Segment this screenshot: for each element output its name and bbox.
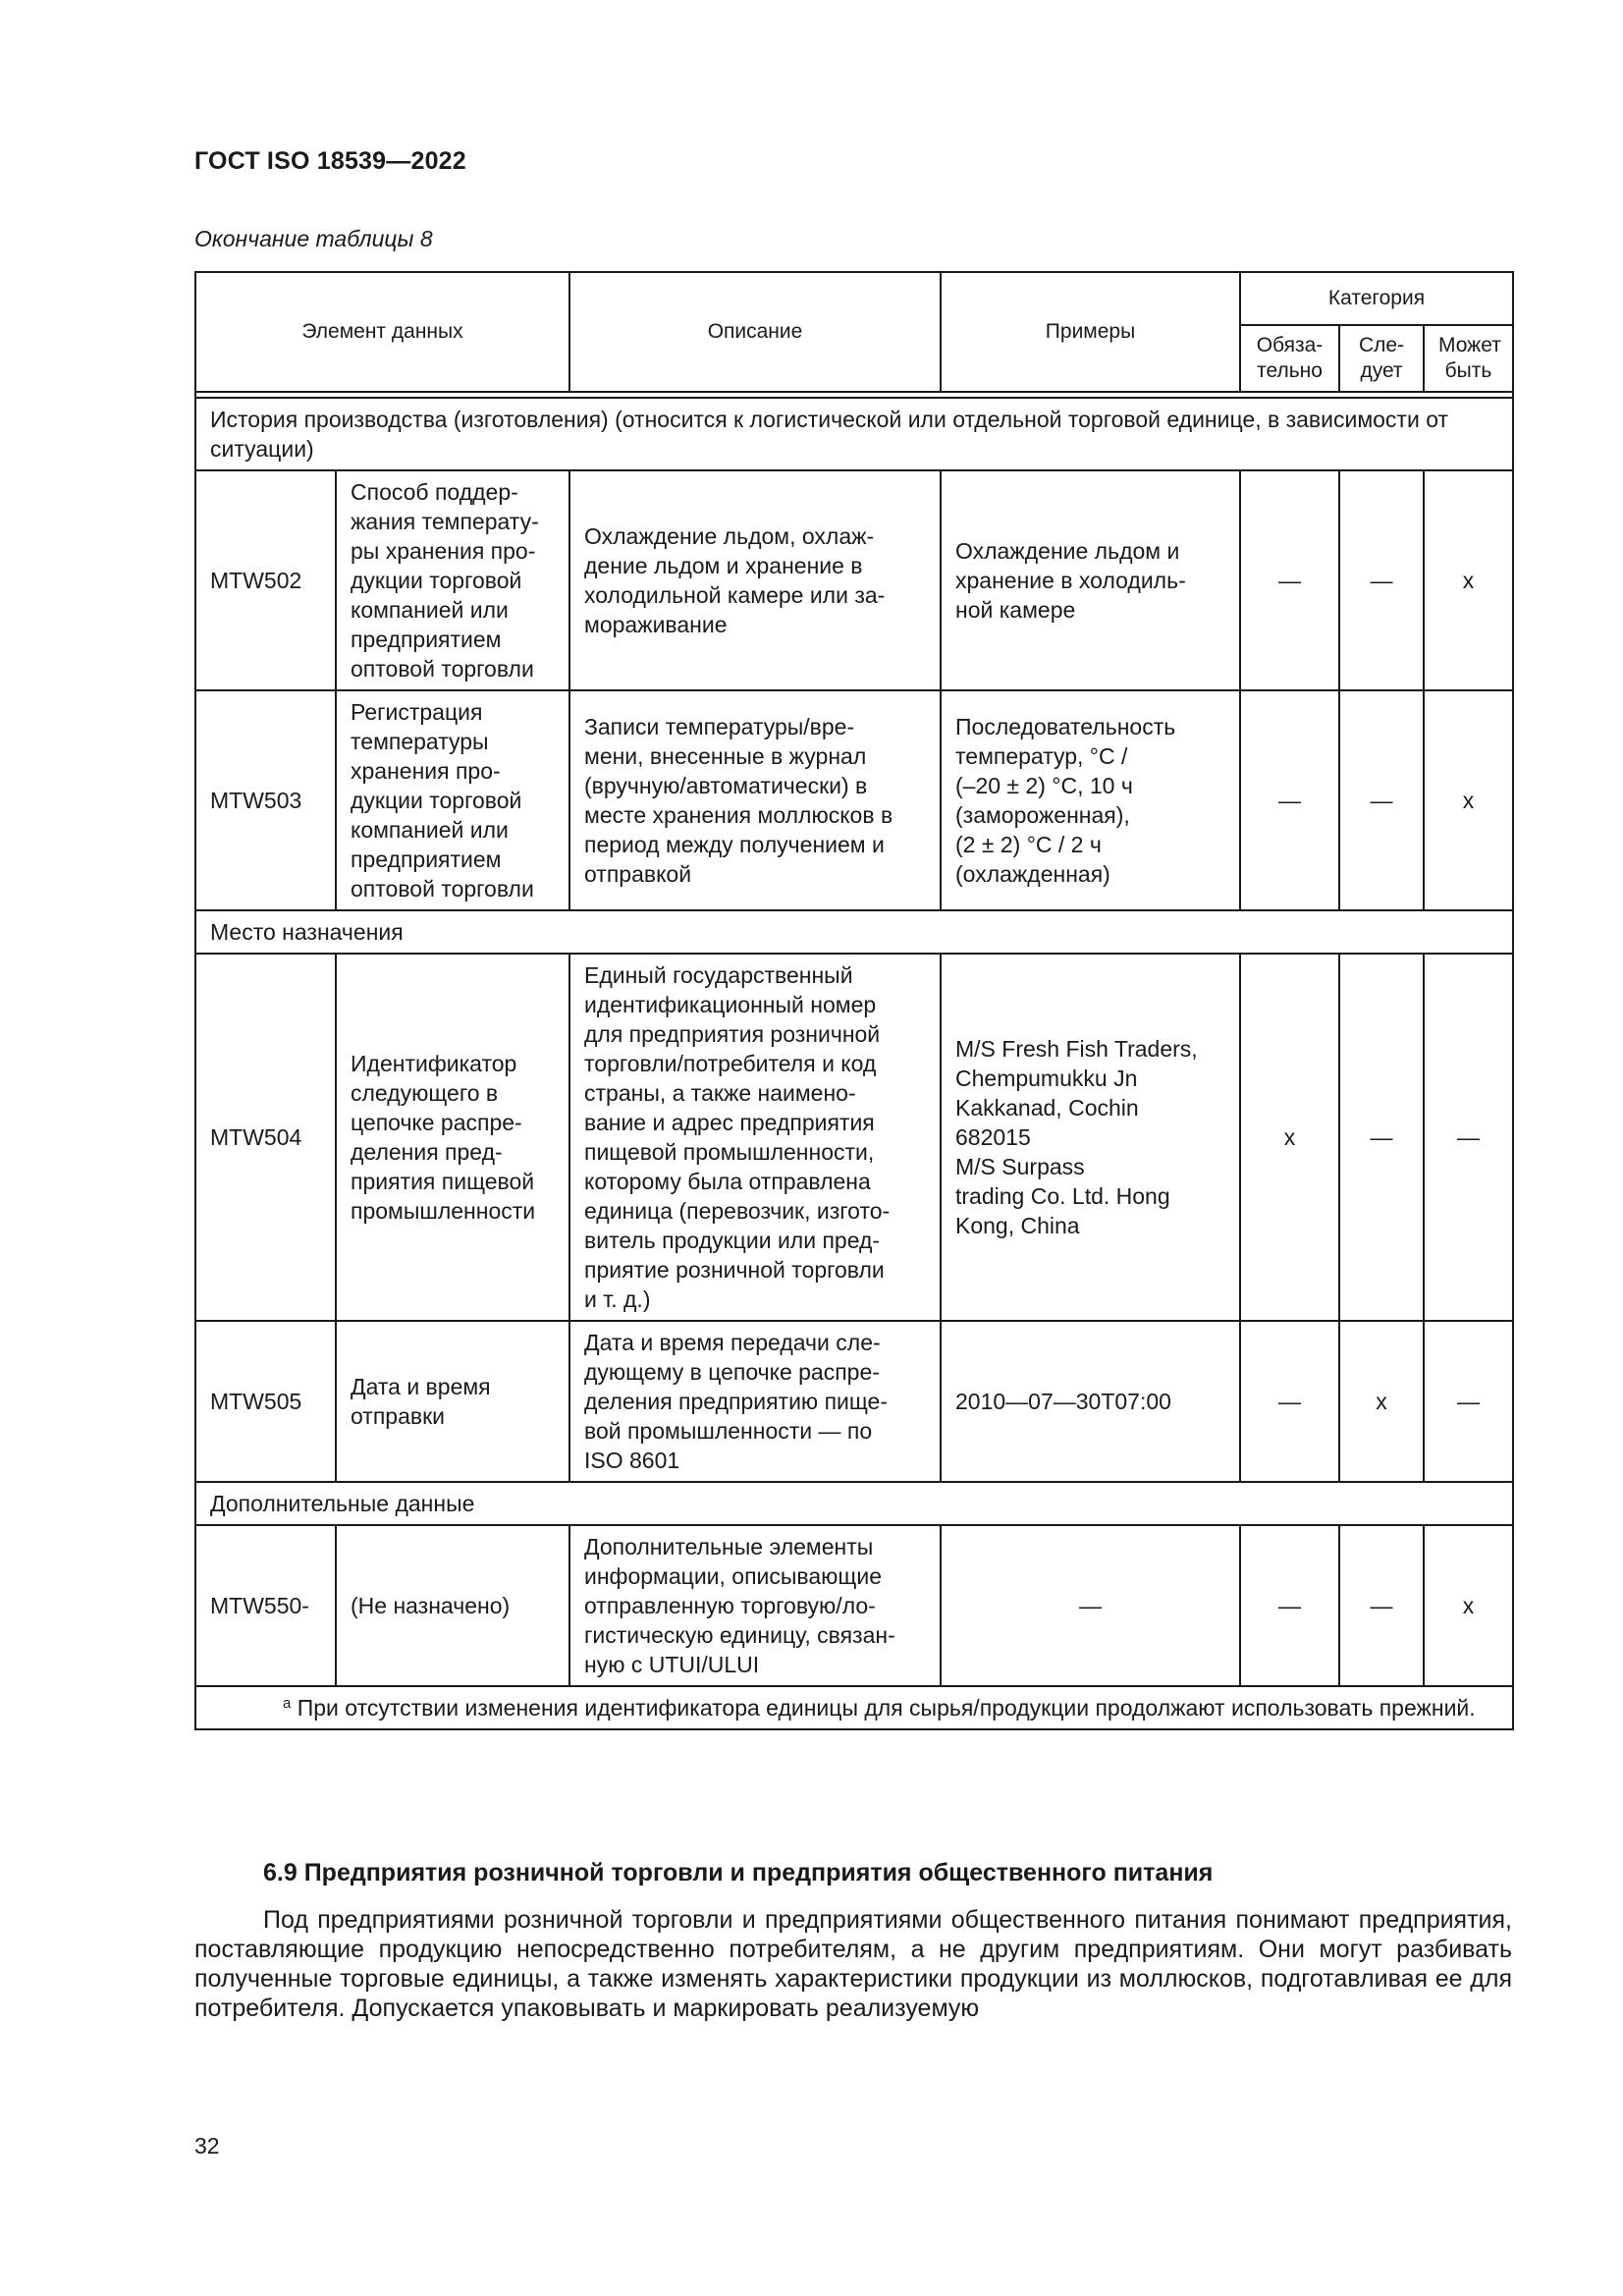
section-history: История производства (изготовления) (относится к логистической или отдельной торговой единице, в зависимости от ситуации)	[195, 398, 1513, 470]
page-number: 32	[194, 2133, 220, 2159]
data-elements-table	[194, 271, 1514, 1730]
row-mandatory: —	[1240, 690, 1339, 910]
row-should: —	[1339, 1525, 1424, 1686]
table-footnote	[195, 1686, 1513, 1729]
row-element: Дата и время отправки	[336, 1321, 569, 1482]
row-examples: —	[941, 1525, 1240, 1686]
row-mandatory: —	[1240, 1321, 1339, 1482]
row-code: MTW503	[195, 690, 336, 910]
header-category-should: Сле- дует	[1339, 325, 1424, 392]
section-additional: Дополнительные данные	[195, 1482, 1513, 1525]
table-row	[195, 690, 1513, 910]
row-code: MTW502	[195, 470, 336, 690]
row-description: Дата и время передачи сле- дующему в цепочке распре- деления предприятию пище- вой промышленности — по ISO 8601	[569, 1321, 941, 1482]
row-examples: Последовательность температур, °C / (–20 ± 2) °C, 10 ч (замороженная), (2 ± 2) °C / 2 ч (охлажденная)	[941, 690, 1240, 910]
table-row	[195, 1321, 1513, 1482]
row-examples: M/S Fresh Fish Traders, Chempumukku Jn Kakkanad, Cochin 682015 M/S Surpass trading Co. Ltd. Hong Kong, China	[941, 954, 1240, 1321]
header-category-may: Может быть	[1424, 325, 1513, 392]
section-destination: Место назначения	[195, 910, 1513, 954]
row-mandatory: x	[1240, 954, 1339, 1321]
header-element: Элемент данных	[195, 272, 569, 392]
row-should: —	[1339, 470, 1424, 690]
header-category-mandatory: Обяза- тельно	[1240, 325, 1339, 392]
row-should: —	[1339, 690, 1424, 910]
body-paragraph: Под предприятиями розничной торговли и предприятиями общественного питания понимают предприятия, поставляющие продукцию непосредственно потребителям, а не другим предприятиям. Они могут разбивать полученные торговые единицы, а также изменять характеристики продукции из моллюсков, подготавливая ее для потребителя. Допускается упаковывать и маркировать реализуемую	[194, 1906, 1512, 2022]
row-element: Способ поддер- жания температу- ры хранения про- дукции торговой компанией или предприятием оптовой торговли	[336, 470, 569, 690]
row-may: x	[1424, 690, 1513, 910]
row-should: —	[1339, 954, 1424, 1321]
row-may: x	[1424, 1525, 1513, 1686]
row-code: MTW550-	[195, 1525, 336, 1686]
row-description: Дополнительные элементы информации, описывающие отправленную торговую/ло- гистическую единицу, связан- ную с UTUI/ULUI	[569, 1525, 941, 1686]
table-caption: Окончание таблицы 8	[194, 226, 433, 251]
row-element: Идентификатор следующего в цепочке распре- деления пред- приятия пищевой промышленности	[336, 954, 569, 1321]
row-may: —	[1424, 954, 1513, 1321]
row-should: x	[1339, 1321, 1424, 1482]
row-mandatory: —	[1240, 1525, 1339, 1686]
table-row	[195, 470, 1513, 690]
table-row	[195, 954, 1513, 1321]
header-description: Описание	[569, 272, 941, 392]
row-description: Записи температуры/вре- мени, внесенные в журнал (вручную/автоматически) в месте хранения моллюсков в период между получением и отправкой	[569, 690, 941, 910]
row-may: x	[1424, 470, 1513, 690]
table-row	[195, 1525, 1513, 1686]
document-header: ГОСТ ISO 18539—2022	[194, 147, 466, 175]
row-may: —	[1424, 1321, 1513, 1482]
row-code: MTW504	[195, 954, 336, 1321]
row-examples: 2010—07—30T07:00	[941, 1321, 1240, 1482]
footnote-mark: a	[283, 1695, 292, 1712]
row-description: Единый государственный идентификационный номер для предприятия розничной торговли/потребителя и код страны, а также наимено- вание и адрес предприятия пищевой промышленности, которому была отправлена единица (перевозчик, изгото- витель продукции или пред- приятие розничной торговли и т. д.)	[569, 954, 941, 1321]
header-category: Категория	[1240, 272, 1513, 325]
row-element: (Не назначено)	[336, 1525, 569, 1686]
row-description: Охлаждение льдом, охлаж- дение льдом и хранение в холодильной камере или за- мораживание	[569, 470, 941, 690]
header-examples: Примеры	[941, 272, 1240, 392]
section-heading: 6.9 Предприятия розничной торговли и предприятия общественного питания	[263, 1859, 1214, 1886]
row-code: MTW505	[195, 1321, 336, 1482]
row-mandatory: —	[1240, 470, 1339, 690]
footnote-text: При отсутствии изменения идентификатора единицы для сырья/продукции продолжают использовать прежний.	[297, 1695, 1476, 1721]
row-examples: Охлаждение льдом и хранение в холодиль- ной камере	[941, 470, 1240, 690]
row-element: Регистрация температуры хранения про- дукции торговой компанией или предприятием оптовой торговли	[336, 690, 569, 910]
